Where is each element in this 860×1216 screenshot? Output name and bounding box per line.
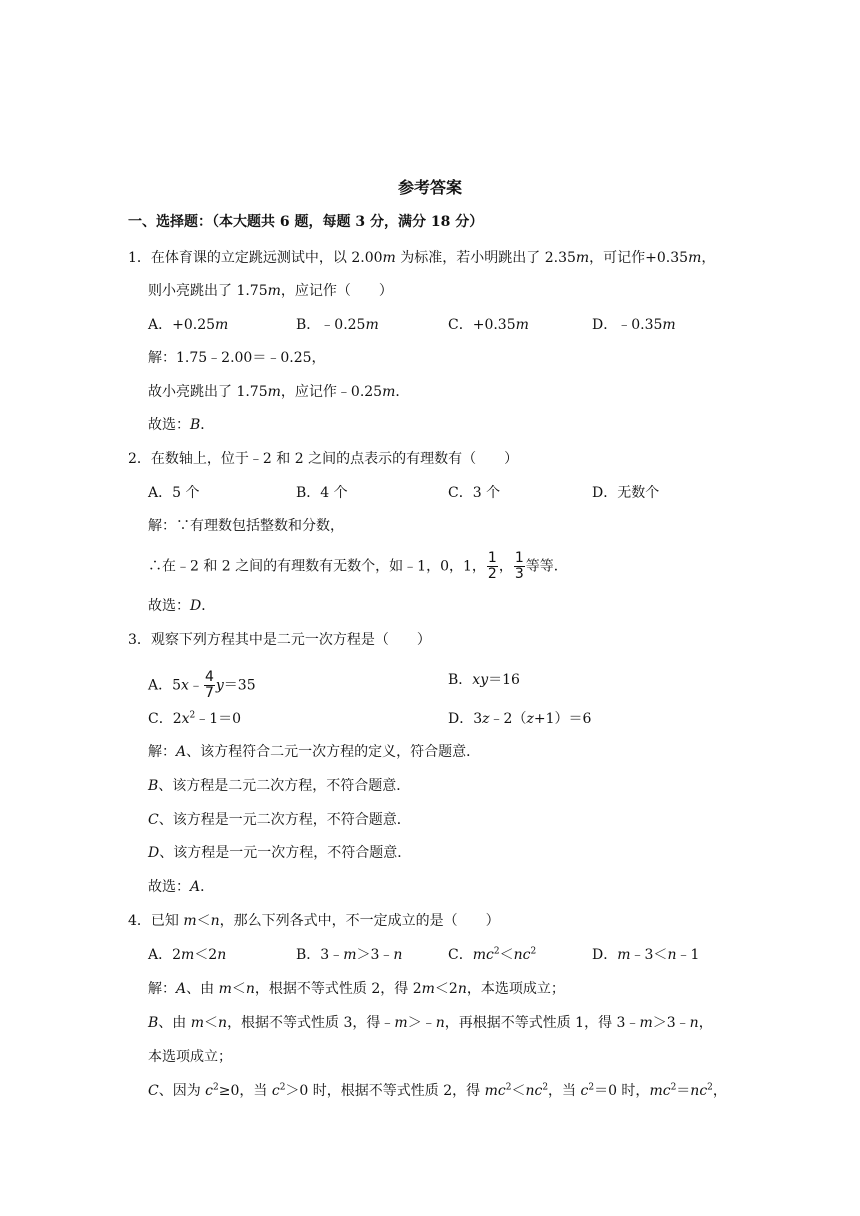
q3-option-b: B．xy＝16 (448, 672, 520, 688)
question-1-line-1: 1．在体育课的立定跳远测试中，以 2.00m 为标准，若小明跳出了 2.35m，可记作+0.35m， (128, 250, 716, 266)
q4-solution-c: C、因为 $c^2\ge 0$，当 $c^2>0$ 时，根据不等式性质 2，得 $mc^2<nc^2$，当 $c^2=0$ 时，$mc^2=nc^2$， (148, 1082, 727, 1099)
q2-option-b: B．4 个 (296, 485, 348, 501)
q1-option-d: D．﹣0.35m (592, 317, 676, 333)
q4-option-c: C．$mc^2<nc^2$ (448, 946, 537, 963)
question-2-line-1: 2．在数轴上，位于﹣2 和 2 之间的点表示的有理数有（ ） (128, 451, 519, 467)
q1-option-b: B．﹣0.25m (296, 317, 379, 333)
fraction-one-third: $\frac{1}{3}$ (514, 550, 524, 582)
question-3-line-1: 3．观察下列方程其中是二元一次方程是（ ） (128, 632, 431, 648)
page-title: 参考答案 (397, 178, 462, 197)
q3-solution-4: D、该方程是一元一次方程，不符合题意． (148, 845, 412, 861)
q2-solution-1: 解：∵有理数包括整数和分数， (148, 518, 344, 534)
q4-solution-a: 解：A、由 m＜n，根据不等式性质 2，得 2m＜2n，本选项成立； (148, 981, 565, 997)
q3-answer: 故选：A． (148, 879, 215, 895)
q3-solution-2: B、该方程是二元二次方程，不符合题意． (148, 778, 411, 794)
q1-option-a: A．+0.25m (148, 317, 229, 333)
q1-solution-1: 解：1.75﹣2.00＝﹣0.25， (148, 350, 326, 366)
q3-option-a: A．5x﹣ $\frac{4}{7}$ y＝35 (148, 669, 256, 701)
q3-solution-3: C、该方程是一元二次方程，不符合题意． (148, 812, 411, 828)
q4-option-b: B．3﹣m＞3﹣n (296, 947, 403, 963)
q1-solution-2: 故小亮跳出了 1.75m，应记作﹣0.25m． (148, 384, 410, 400)
q1-answer: 故选：B． (148, 417, 215, 433)
q2-answer: 故选：D． (148, 598, 216, 614)
q2-option-d: D．无数个 (592, 485, 660, 501)
section-heading: 一、选择题：（本大题共 6 题，每题 3 分，满分 18 分） (128, 214, 484, 230)
q4-option-d: D．m﹣3＜n﹣1 (592, 947, 700, 963)
q4-option-a: A．2m＜2n (148, 947, 227, 963)
fraction-four-sevenths: $\frac{4}{7}$ (204, 669, 214, 701)
q3-option-c: C．$2x^2﹣1=0$ (148, 710, 242, 727)
q2-option-c: C．3 个 (448, 485, 501, 501)
q4-solution-b-line-2: 本选项成立； (148, 1049, 232, 1065)
q2-solution-2: ∴在﹣2 和 2 之间的有理数有无数个，如﹣1，0，1， $\frac{1}{2}$ ， $\frac{1}{3}$ 等等． (148, 550, 568, 582)
q1-option-c: C．+0.35m (448, 317, 529, 333)
q3-solution-1: 解：A、该方程符合二元一次方程的定义，符合题意． (148, 744, 481, 760)
fraction-one-half: $\frac{1}{2}$ (487, 550, 497, 582)
q3-option-d: D．3z﹣2（z+1）＝6 (448, 711, 592, 727)
q2-option-a: A．5 个 (148, 485, 200, 501)
question-1-line-2: 则小亮跳出了 1.75m，应记作（ ） (148, 283, 393, 299)
question-4-line-1: 4．已知 m＜n，那么下列各式中，不一定成立的是（ ） (128, 913, 500, 929)
q4-solution-b: B、由 m＜n，根据不等式性质 3，得﹣m＞﹣n，再根据不等式性质 1，得 3﹣m＞3﹣n， (148, 1015, 713, 1031)
